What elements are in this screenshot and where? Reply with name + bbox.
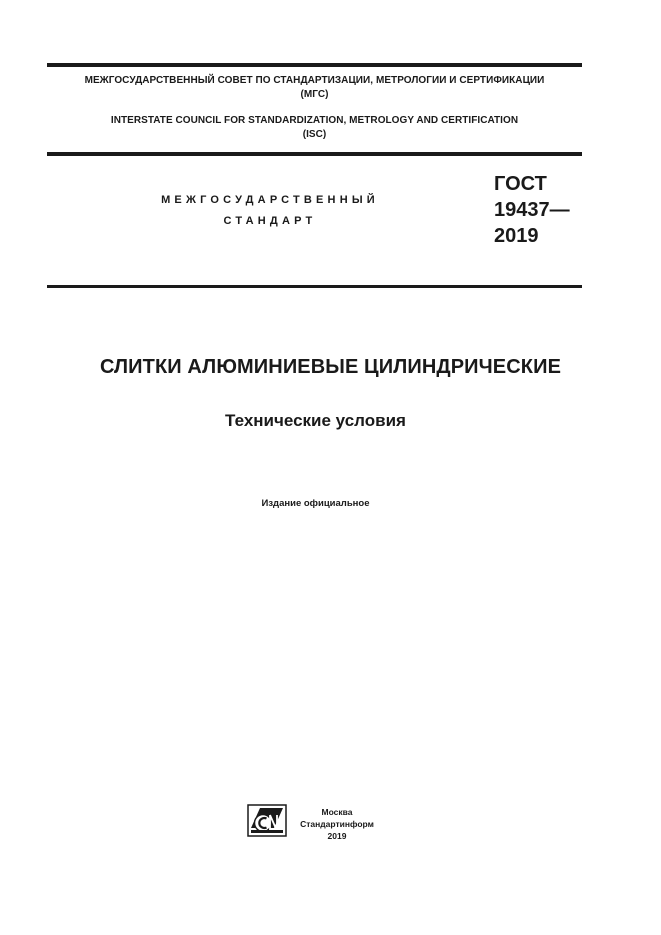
gost-label: ГОСТ: [494, 173, 547, 195]
designation-bottom-rule: [47, 285, 582, 288]
publisher-name: Стандартинформ: [300, 819, 374, 829]
council-en: [47, 114, 582, 142]
header-bottom-rule: [47, 152, 582, 156]
edition-note: Издание официальное: [261, 498, 370, 509]
publisher-city: Москва: [321, 807, 353, 817]
standard-kind: [110, 190, 430, 232]
document-title: СЛИТКИ АЛЮМИНИЕВЫЕ ЦИЛИНДРИЧЕСКИЕ: [99, 356, 562, 378]
gost-designation: [494, 171, 570, 249]
top-rule: [47, 63, 582, 67]
document-subtitle: Технические условия: [225, 411, 406, 430]
publisher-block: [290, 806, 384, 842]
council-en-name: INTERSTATE COUNCIL FOR STANDARDIZATION, METROLOGY AND CERTIFICATION: [110, 115, 519, 126]
standard-kind-line1: МЕЖГОСУДАРСТВЕННЫЙ: [161, 194, 379, 206]
gost-year: 2019: [494, 225, 539, 247]
council-ru: [47, 74, 582, 102]
gost-number: 19437—: [494, 199, 570, 221]
council-ru-abbr: (МГС): [300, 89, 329, 100]
publisher-year: 2019: [327, 831, 347, 841]
council-ru-name: МЕЖГОСУДАРСТВЕННЫЙ СОВЕТ ПО СТАНДАРТИЗАЦИИ, МЕТРОЛОГИИ И СЕРТИФИКАЦИИ: [84, 75, 545, 86]
council-en-abbr: (ISC): [302, 129, 327, 140]
standard-kind-line2: СТАНДАРТ: [223, 215, 317, 227]
standartinform-logo-icon: [247, 804, 287, 837]
